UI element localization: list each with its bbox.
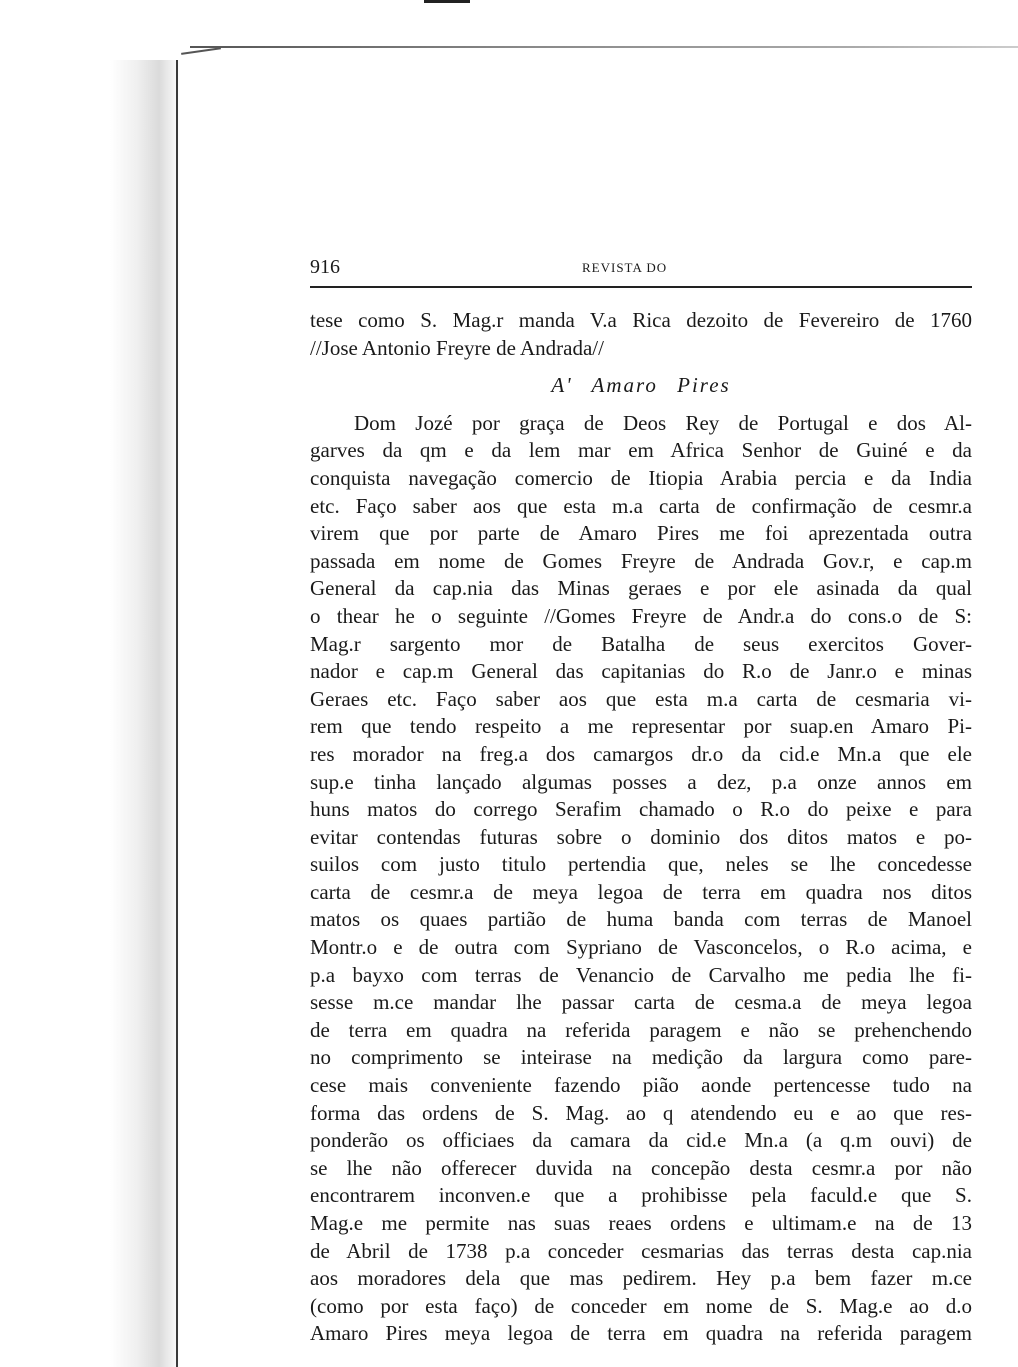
page-header (310, 252, 972, 282)
header-rule (310, 286, 972, 288)
text-line: //Jose Antonio Freyre de Andrada// (310, 335, 604, 360)
text-line: Dom Jozé por graça de Deos Rey de Portugal e dos Al- (354, 410, 972, 435)
scan-rule-top (190, 46, 1018, 48)
text-line: p.a bayxo com terras de Venancio de Carvalho me pedia lhe fi- (310, 962, 972, 987)
text-line: aos moradores dela que mas pedirem. Hey p.a bem fazer m.ce (310, 1266, 972, 1291)
text-line: tese como S. Mag.r manda V.a Rica dezoito de Fevereiro de 1760 (310, 308, 972, 332)
text-line: Mag.r sargento mor de Batalha de seus exercitos Gover- (310, 631, 972, 656)
text-line: (como por esta faço) de conceder em nome de S. Mag.e ao d.o (310, 1293, 972, 1318)
text-line: Amaro Pires meya legoa de terra em quadra na referida paragem (310, 1321, 972, 1346)
text-line: matos os quaes partião de huma banda com terras de Manoel (310, 907, 972, 932)
text-line: nador e cap.m General das capitanias do R.o de Janr.o e minas (310, 659, 972, 684)
text-line: o thear he o seguinte //Gomes Freyre de Andr.a do cons.o de S: (310, 603, 972, 628)
text-line: no comprimento se inteirase na medição da largura como pare- (310, 1045, 972, 1070)
text-line: sup.e tinha lançado algumas posses a dez, p.a onze annos em (310, 769, 972, 794)
text-line: Geraes etc. Faço saber aos que esta m.a carta de cesmaria vi- (310, 686, 972, 711)
text-line: garves da qm e da lem mar em Africa Senhor de Guiné e da (310, 438, 972, 463)
text-line: de Abril de 1738 p.a conceder cesmarias das terras desta cap.nia (310, 1238, 972, 1263)
text-line: ponderão os officiaes da camara da cid.e Mn.a (a q.m ouvi) de (310, 1128, 972, 1153)
scan-mark-top (424, 0, 470, 3)
scan-corner-mark (181, 47, 223, 68)
text-line: General da cap.nia das Minas geraes e por ele asinada da qual (310, 576, 972, 601)
text-line: huns matos do corrego Serafim chamado o R.o do peixe e para (310, 797, 972, 822)
text-line: suilos com justo titulo pertendia que, neles se lhe concedesse (310, 852, 972, 877)
text-line: sesse m.ce mandar lhe passar carta de cesma.a de meya legoa (310, 990, 972, 1015)
text-line: evitar contendas futuras sobre o dominio dos ditos matos e po- (310, 824, 972, 849)
text-line: se lhe não offerecer duvida na concepão desta cesmr.a por não (310, 1155, 972, 1180)
text-line: encontrarem inconven.e que a prohibisse pela faculd.e que S. (310, 1183, 972, 1208)
binding-line (176, 60, 178, 1367)
section-heading: A' Amaro Pires (551, 373, 731, 398)
text-line: Montr.o e de outra com Sypriano de Vasconcelos, o R.o acima, e (310, 935, 972, 960)
text-line: forma das ordens de S. Mag. ao q atendendo eu e ao que res- (310, 1100, 972, 1125)
text-line: rem que tendo respeito a me representar por suap.en Amaro Pi- (310, 714, 972, 739)
text-line: conquista navegação comercio de Itiopia Arabia percia e da India (310, 465, 972, 490)
page-number: 916 (310, 256, 340, 278)
text-line: virem que por parte de Amaro Pires me foi aprezentada outra (310, 521, 972, 546)
text-line: Mag.e me permite nas suas reaes ordens e ultimam.e na de 13 (310, 1211, 972, 1235)
binding-shadow (110, 60, 180, 1367)
text-line: etc. Faço saber aos que esta m.a carta de confirmação de cesmr.a (310, 493, 972, 518)
text-line: passada em nome de Gomes Freyre de Andrada Gov.r, e cap.m (310, 548, 972, 573)
text-block (310, 307, 972, 1348)
text-line: carta de cesmr.a de meya legoa de terra em quadra nos ditos (310, 879, 972, 904)
text-line: de terra em quadra na referida paragem e não se prehenchendo (310, 1017, 972, 1042)
text-line: res morador na freg.a dos camargos dr.o da cid.e Mn.a que ele (310, 741, 972, 766)
running-head: REVISTA DO (582, 260, 668, 275)
text-line: cese mais conveniente fazendo pião aonde pertencesse tudo na (310, 1073, 972, 1098)
